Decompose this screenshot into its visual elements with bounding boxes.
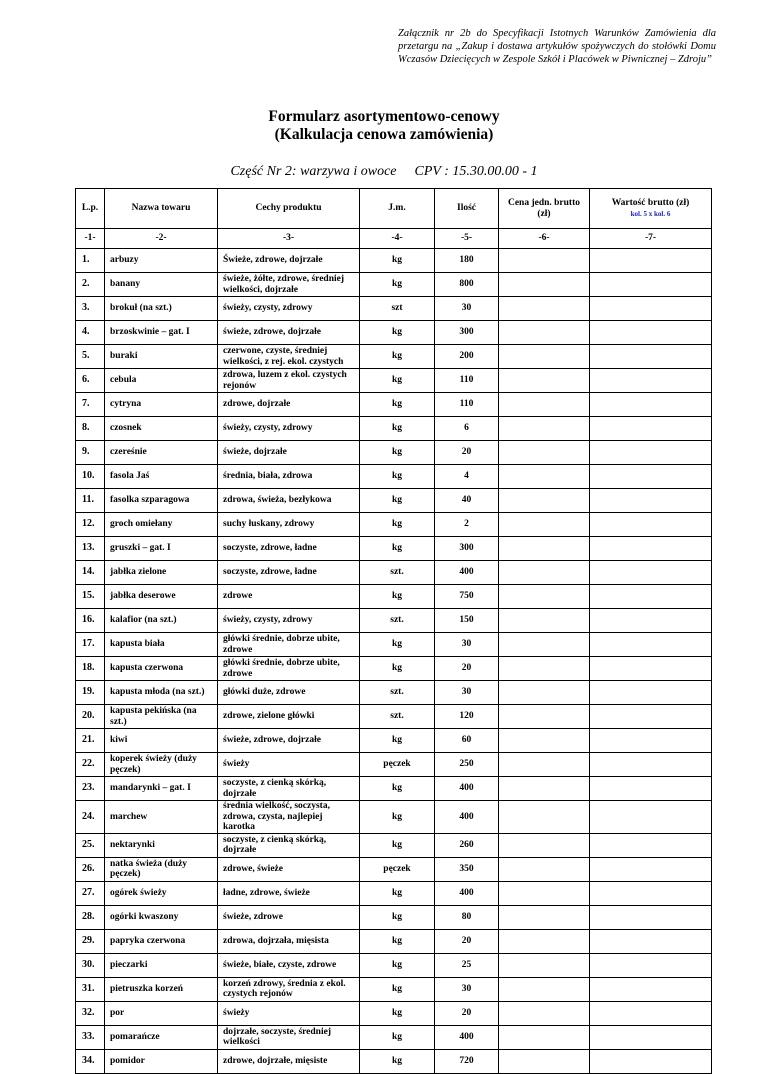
cell-unit-price[interactable] bbox=[499, 833, 590, 857]
cell-features: soczyste, zdrowe, ładne bbox=[218, 561, 360, 585]
table-row bbox=[76, 417, 712, 441]
cell-name: kapusta biała bbox=[105, 633, 218, 657]
table-row bbox=[76, 345, 712, 369]
cell-unit-price[interactable] bbox=[499, 1025, 590, 1049]
cell-unit: kg bbox=[360, 273, 435, 297]
header-features: Cechy produktu bbox=[218, 189, 360, 229]
cell-lp: 21. bbox=[76, 729, 105, 753]
cell-value[interactable] bbox=[590, 465, 712, 489]
col-num-3: -3- bbox=[218, 229, 360, 249]
cell-features: świeże, zdrowe bbox=[218, 905, 360, 929]
cell-value[interactable] bbox=[590, 777, 712, 801]
cell-value[interactable] bbox=[590, 369, 712, 393]
header-lp: L.p. bbox=[76, 189, 105, 229]
page-title: Formularz asortymentowo-cenowy bbox=[268, 108, 500, 125]
cell-lp: 29. bbox=[76, 929, 105, 953]
cell-unit-price[interactable] bbox=[499, 681, 590, 705]
cell-qty: 30 bbox=[435, 977, 499, 1001]
cell-value[interactable] bbox=[590, 561, 712, 585]
cell-unit-price[interactable] bbox=[499, 609, 590, 633]
cell-name: por bbox=[105, 1001, 218, 1025]
cell-value[interactable] bbox=[590, 753, 712, 777]
cell-lp: 18. bbox=[76, 657, 105, 681]
cell-name: koperek świeży (duży pęczek) bbox=[105, 753, 218, 777]
cell-lp: 27. bbox=[76, 881, 105, 905]
cell-lp: 32. bbox=[76, 1001, 105, 1025]
col-num-4: -4- bbox=[360, 229, 435, 249]
cell-name: groch omiełany bbox=[105, 513, 218, 537]
cell-value[interactable] bbox=[590, 321, 712, 345]
table-row bbox=[76, 881, 712, 905]
cell-unit: kg bbox=[360, 1049, 435, 1073]
cell-unit-price[interactable] bbox=[499, 801, 590, 834]
cell-value[interactable] bbox=[590, 833, 712, 857]
cell-unit-price[interactable] bbox=[499, 953, 590, 977]
cell-value[interactable] bbox=[590, 585, 712, 609]
column-number-row bbox=[76, 229, 712, 249]
cell-features: główki duże, zdrowe bbox=[218, 681, 360, 705]
page-subtitle: (Kalkulacja cenowa zamówienia) bbox=[274, 126, 494, 143]
cell-unit: pęczek bbox=[360, 753, 435, 777]
cell-unit-price[interactable] bbox=[499, 881, 590, 905]
cell-unit: kg bbox=[360, 833, 435, 857]
table-row bbox=[76, 513, 712, 537]
cell-features: zdrowa, dojrzała, mięsista bbox=[218, 929, 360, 953]
table-row bbox=[76, 657, 712, 681]
cell-unit-price[interactable] bbox=[499, 513, 590, 537]
header-qty: Ilość bbox=[435, 189, 499, 229]
cell-features: świeże, zdrowe, dojrzałe bbox=[218, 321, 360, 345]
cell-features: świeży, czysty, zdrowy bbox=[218, 417, 360, 441]
cell-features: świeże, żółte, zdrowe, średniej wielkości, dojrzałe bbox=[218, 273, 360, 297]
cell-value[interactable] bbox=[590, 537, 712, 561]
table-row bbox=[76, 633, 712, 657]
table-row bbox=[76, 585, 712, 609]
cell-unit: kg bbox=[360, 321, 435, 345]
cell-unit-price[interactable] bbox=[499, 489, 590, 513]
col-num-1: -1- bbox=[76, 229, 105, 249]
cell-unit-price[interactable] bbox=[499, 393, 590, 417]
cell-unit: kg bbox=[360, 369, 435, 393]
cell-value[interactable] bbox=[590, 513, 712, 537]
table-row bbox=[76, 489, 712, 513]
cell-unit-price[interactable] bbox=[499, 905, 590, 929]
cell-name: buraki bbox=[105, 345, 218, 369]
cell-qty: 720 bbox=[435, 1049, 499, 1073]
cell-unit-price[interactable] bbox=[499, 977, 590, 1001]
cell-unit: kg bbox=[360, 249, 435, 273]
cell-features: korzeń zdrowy, średnia z ekol. czystych rejonów bbox=[218, 977, 360, 1001]
cell-unit-price[interactable] bbox=[499, 537, 590, 561]
cell-name: marchew bbox=[105, 801, 218, 834]
cell-lp: 9. bbox=[76, 441, 105, 465]
cell-value[interactable] bbox=[590, 1025, 712, 1049]
annex-note: Załącznik nr 2b do Specyfikacji Istotnych Warunków Zamówienia dla przetargu na „Zakup i dostawa artykułów spożywczych do stołówki Domu Wczasów Dziecięcych w Zespole Szkół i Placówek w Piwnicznej – Zdroju” bbox=[398, 28, 716, 65]
table-row bbox=[76, 905, 712, 929]
table-row bbox=[76, 441, 712, 465]
cell-qty: 20 bbox=[435, 929, 499, 953]
table-row bbox=[76, 929, 712, 953]
table-row bbox=[76, 273, 712, 297]
cell-unit: pęczek bbox=[360, 857, 435, 881]
cell-value[interactable] bbox=[590, 977, 712, 1001]
cpv-code: CPV : 15.30.00.00 - 1 bbox=[414, 164, 538, 179]
header-value-note: kol. 5 x kol. 6 bbox=[630, 210, 671, 218]
cell-features: suchy łuskany, zdrowy bbox=[218, 513, 360, 537]
cell-lp: 1. bbox=[76, 249, 105, 273]
cell-qty: 260 bbox=[435, 833, 499, 857]
cell-features: zdrowe, dojrzałe bbox=[218, 393, 360, 417]
cell-value[interactable] bbox=[590, 857, 712, 881]
cell-qty: 20 bbox=[435, 441, 499, 465]
cell-features: świeże, dojrzałe bbox=[218, 441, 360, 465]
cell-lp: 11. bbox=[76, 489, 105, 513]
table-row bbox=[76, 705, 712, 729]
cell-features: świeży, czysty, zdrowy bbox=[218, 297, 360, 321]
header-unit-price: Cena jedn. brutto (zł) bbox=[499, 189, 590, 229]
cell-unit-price[interactable] bbox=[499, 561, 590, 585]
cell-lp: 33. bbox=[76, 1025, 105, 1049]
cell-qty: 30 bbox=[435, 633, 499, 657]
cell-features: główki średnie, dobrze ubite, zdrowe bbox=[218, 633, 360, 657]
cell-unit-price[interactable] bbox=[499, 1001, 590, 1025]
cell-features: zdrowe, świeże bbox=[218, 857, 360, 881]
cell-lp: 13. bbox=[76, 537, 105, 561]
cell-unit-price[interactable] bbox=[499, 1049, 590, 1073]
cell-lp: 16. bbox=[76, 609, 105, 633]
cell-qty: 25 bbox=[435, 953, 499, 977]
cell-unit: kg bbox=[360, 905, 435, 929]
cell-unit: kg bbox=[360, 513, 435, 537]
part-label: Część Nr 2: warzywa i owoce bbox=[230, 164, 397, 179]
table-row bbox=[76, 729, 712, 753]
cell-qty: 150 bbox=[435, 609, 499, 633]
cell-unit: kg bbox=[360, 345, 435, 369]
cell-unit-price[interactable] bbox=[499, 345, 590, 369]
header-unit: J.m. bbox=[360, 189, 435, 229]
table-row bbox=[76, 321, 712, 345]
cell-lp: 10. bbox=[76, 465, 105, 489]
table-row bbox=[76, 801, 712, 834]
table-body bbox=[76, 249, 712, 1074]
cell-value[interactable] bbox=[590, 297, 712, 321]
cell-name: pietruszka korzeń bbox=[105, 977, 218, 1001]
cell-lp: 30. bbox=[76, 953, 105, 977]
cell-lp: 14. bbox=[76, 561, 105, 585]
cell-name: ogórek świeży bbox=[105, 881, 218, 905]
cell-unit: kg bbox=[360, 1001, 435, 1025]
cell-features: soczyste, zdrowe, ładne bbox=[218, 537, 360, 561]
col-num-5: -5- bbox=[435, 229, 499, 249]
cell-value[interactable] bbox=[590, 1001, 712, 1025]
cell-unit: szt bbox=[360, 297, 435, 321]
cell-qty: 400 bbox=[435, 777, 499, 801]
cell-name: pomidor bbox=[105, 1049, 218, 1073]
cell-unit: kg bbox=[360, 657, 435, 681]
cell-value[interactable] bbox=[590, 953, 712, 977]
cell-value[interactable] bbox=[590, 489, 712, 513]
cell-unit: kg bbox=[360, 953, 435, 977]
cell-name: czosnek bbox=[105, 417, 218, 441]
cell-unit: kg bbox=[360, 801, 435, 834]
header-value-label: Wartość brutto (zł) bbox=[611, 197, 690, 208]
cell-unit-price[interactable] bbox=[499, 777, 590, 801]
cell-name: pomarańcze bbox=[105, 1025, 218, 1049]
col-num-7: -7- bbox=[590, 229, 712, 249]
cell-qty: 20 bbox=[435, 1001, 499, 1025]
cell-unit-price[interactable] bbox=[499, 633, 590, 657]
cell-lp: 4. bbox=[76, 321, 105, 345]
table-row bbox=[76, 953, 712, 977]
cell-features: ładne, zdrowe, świeże bbox=[218, 881, 360, 905]
cell-qty: 300 bbox=[435, 321, 499, 345]
cell-name: kapusta czerwona bbox=[105, 657, 218, 681]
table-row bbox=[76, 297, 712, 321]
cell-qty: 6 bbox=[435, 417, 499, 441]
cell-qty: 40 bbox=[435, 489, 499, 513]
cell-lp: 2. bbox=[76, 273, 105, 297]
cell-unit-price[interactable] bbox=[499, 857, 590, 881]
cell-lp: 15. bbox=[76, 585, 105, 609]
cell-unit: kg bbox=[360, 585, 435, 609]
table-row bbox=[76, 249, 712, 273]
cell-name: kalafior (na szt.) bbox=[105, 609, 218, 633]
cell-value[interactable] bbox=[590, 609, 712, 633]
cell-unit: kg bbox=[360, 777, 435, 801]
cell-value[interactable] bbox=[590, 393, 712, 417]
cell-lp: 19. bbox=[76, 681, 105, 705]
cell-name: czereśnie bbox=[105, 441, 218, 465]
cell-name: pieczarki bbox=[105, 953, 218, 977]
cell-qty: 400 bbox=[435, 881, 499, 905]
cell-qty: 80 bbox=[435, 905, 499, 929]
cell-value[interactable] bbox=[590, 881, 712, 905]
cell-features: zdrowe, zielone główki bbox=[218, 705, 360, 729]
cell-features: Świeże, zdrowe, dojrzałe bbox=[218, 249, 360, 273]
table-row bbox=[76, 393, 712, 417]
cell-lp: 17. bbox=[76, 633, 105, 657]
cell-unit: szt. bbox=[360, 705, 435, 729]
cell-unit: kg bbox=[360, 729, 435, 753]
cell-features: zdrowe bbox=[218, 585, 360, 609]
cell-qty: 2 bbox=[435, 513, 499, 537]
cell-lp: 23. bbox=[76, 777, 105, 801]
cell-qty: 30 bbox=[435, 681, 499, 705]
cell-qty: 4 bbox=[435, 465, 499, 489]
header-name: Nazwa towaru bbox=[105, 189, 218, 229]
cell-features: zdrowa, świeża, bezłykowa bbox=[218, 489, 360, 513]
cell-name: kiwi bbox=[105, 729, 218, 753]
table-row bbox=[76, 977, 712, 1001]
cell-lp: 28. bbox=[76, 905, 105, 929]
table-row bbox=[76, 465, 712, 489]
cell-lp: 26. bbox=[76, 857, 105, 881]
cell-unit: szt. bbox=[360, 561, 435, 585]
cell-features: świeży bbox=[218, 753, 360, 777]
cell-unit: kg bbox=[360, 1025, 435, 1049]
cell-qty: 250 bbox=[435, 753, 499, 777]
cell-lp: 12. bbox=[76, 513, 105, 537]
cell-lp: 3. bbox=[76, 297, 105, 321]
cell-unit-price[interactable] bbox=[499, 297, 590, 321]
cell-qty: 30 bbox=[435, 297, 499, 321]
cell-name: nektarynki bbox=[105, 833, 218, 857]
cell-features: soczyste, z cienką skórką, dojrzałe bbox=[218, 833, 360, 857]
cell-name: fasola Jaś bbox=[105, 465, 218, 489]
cell-lp: 24. bbox=[76, 801, 105, 834]
cell-features: czerwone, czyste, średniej wielkości, z rej. ekol. czystych bbox=[218, 345, 360, 369]
cell-unit: kg bbox=[360, 977, 435, 1001]
cell-value[interactable] bbox=[590, 441, 712, 465]
cell-unit: kg bbox=[360, 881, 435, 905]
cell-lp: 7. bbox=[76, 393, 105, 417]
cell-unit: kg bbox=[360, 465, 435, 489]
cell-unit-price[interactable] bbox=[499, 249, 590, 273]
cell-unit-price[interactable] bbox=[499, 585, 590, 609]
cell-qty: 200 bbox=[435, 345, 499, 369]
cell-qty: 400 bbox=[435, 561, 499, 585]
table-row bbox=[76, 537, 712, 561]
cell-qty: 20 bbox=[435, 657, 499, 681]
cell-qty: 180 bbox=[435, 249, 499, 273]
cell-value[interactable] bbox=[590, 705, 712, 729]
table-row bbox=[76, 1001, 712, 1025]
header-value bbox=[590, 189, 712, 229]
cell-name: kapusta młoda (na szt.) bbox=[105, 681, 218, 705]
cell-name: fasolka szparagowa bbox=[105, 489, 218, 513]
cell-name: brokuł (na szt.) bbox=[105, 297, 218, 321]
cell-features: średnia wielkość, soczysta, zdrowa, czysta, najlepiej karotka bbox=[218, 801, 360, 834]
cell-features: świeży bbox=[218, 1001, 360, 1025]
cell-unit-price[interactable] bbox=[499, 705, 590, 729]
cell-unit-price[interactable] bbox=[499, 929, 590, 953]
cell-qty: 120 bbox=[435, 705, 499, 729]
table-row bbox=[76, 369, 712, 393]
table-row bbox=[76, 753, 712, 777]
cell-qty: 110 bbox=[435, 393, 499, 417]
table-row bbox=[76, 609, 712, 633]
cell-unit-price[interactable] bbox=[499, 441, 590, 465]
cell-qty: 750 bbox=[435, 585, 499, 609]
cell-features: świeże, zdrowe, dojrzałe bbox=[218, 729, 360, 753]
cell-qty: 400 bbox=[435, 801, 499, 834]
cell-value[interactable] bbox=[590, 633, 712, 657]
cell-name: jabłka deserowe bbox=[105, 585, 218, 609]
cell-unit: kg bbox=[360, 417, 435, 441]
cell-unit: szt. bbox=[360, 609, 435, 633]
cell-value[interactable] bbox=[590, 801, 712, 834]
cell-features: dojrzałe, soczyste, średniej wielkości bbox=[218, 1025, 360, 1049]
cell-unit: kg bbox=[360, 929, 435, 953]
cell-features: świeże, białe, czyste, zdrowe bbox=[218, 953, 360, 977]
table-row bbox=[76, 1049, 712, 1073]
cell-lp: 5. bbox=[76, 345, 105, 369]
cell-qty: 110 bbox=[435, 369, 499, 393]
cell-unit: kg bbox=[360, 537, 435, 561]
cell-value[interactable] bbox=[590, 249, 712, 273]
cell-features: główki średnie, dobrze ubite, zdrowe bbox=[218, 657, 360, 681]
cell-value[interactable] bbox=[590, 657, 712, 681]
table-row bbox=[76, 561, 712, 585]
col-num-6: -6- bbox=[499, 229, 590, 249]
cell-name: papryka czerwona bbox=[105, 929, 218, 953]
cell-name: arbuzy bbox=[105, 249, 218, 273]
cell-lp: 6. bbox=[76, 369, 105, 393]
cell-name: cebula bbox=[105, 369, 218, 393]
cell-name: banany bbox=[105, 273, 218, 297]
cell-lp: 25. bbox=[76, 833, 105, 857]
cell-qty: 60 bbox=[435, 729, 499, 753]
cell-value[interactable] bbox=[590, 345, 712, 369]
cell-features: świeży, czysty, zdrowy bbox=[218, 609, 360, 633]
cell-unit: kg bbox=[360, 489, 435, 513]
cell-unit-price[interactable] bbox=[499, 753, 590, 777]
cell-name: mandarynki – gat. I bbox=[105, 777, 218, 801]
cell-unit: kg bbox=[360, 441, 435, 465]
cell-features: soczyste, z cienką skórką, dojrzałe bbox=[218, 777, 360, 801]
cell-unit-price[interactable] bbox=[499, 465, 590, 489]
cell-name: kapusta pekińska (na szt.) bbox=[105, 705, 218, 729]
cell-value[interactable] bbox=[590, 417, 712, 441]
cell-value[interactable] bbox=[590, 929, 712, 953]
cell-unit: kg bbox=[360, 633, 435, 657]
header-row bbox=[76, 189, 712, 229]
table-row bbox=[76, 833, 712, 857]
cell-unit-price[interactable] bbox=[499, 321, 590, 345]
cell-features: zdrowa, luzem z ekol. czystych rejonów bbox=[218, 369, 360, 393]
cell-value[interactable] bbox=[590, 681, 712, 705]
cell-name: jabłka zielone bbox=[105, 561, 218, 585]
price-table bbox=[75, 188, 712, 1074]
cell-value[interactable] bbox=[590, 1049, 712, 1073]
cell-unit: kg bbox=[360, 393, 435, 417]
cell-value[interactable] bbox=[590, 273, 712, 297]
cell-value[interactable] bbox=[590, 729, 712, 753]
cell-unit-price[interactable] bbox=[499, 369, 590, 393]
col-num-2: -2- bbox=[105, 229, 218, 249]
cell-name: natka świeża (duży pęczek) bbox=[105, 857, 218, 881]
cell-unit: szt. bbox=[360, 681, 435, 705]
table-row bbox=[76, 777, 712, 801]
cell-qty: 350 bbox=[435, 857, 499, 881]
cell-qty: 800 bbox=[435, 273, 499, 297]
cell-qty: 400 bbox=[435, 1025, 499, 1049]
cell-lp: 20. bbox=[76, 705, 105, 729]
table-row bbox=[76, 1025, 712, 1049]
cell-features: średnia, biała, zdrowa bbox=[218, 465, 360, 489]
cell-lp: 22. bbox=[76, 753, 105, 777]
cell-unit-price[interactable] bbox=[499, 657, 590, 681]
cell-name: gruszki – gat. I bbox=[105, 537, 218, 561]
table-row bbox=[76, 681, 712, 705]
cell-unit-price[interactable] bbox=[499, 417, 590, 441]
cell-name: cytryna bbox=[105, 393, 218, 417]
table-row bbox=[76, 857, 712, 881]
cell-name: brzoskwinie – gat. I bbox=[105, 321, 218, 345]
cell-value[interactable] bbox=[590, 905, 712, 929]
cell-name: ogórki kwaszony bbox=[105, 905, 218, 929]
cell-unit-price[interactable] bbox=[499, 273, 590, 297]
cell-lp: 8. bbox=[76, 417, 105, 441]
cell-unit-price[interactable] bbox=[499, 729, 590, 753]
cell-qty: 300 bbox=[435, 537, 499, 561]
cell-lp: 31. bbox=[76, 977, 105, 1001]
part-heading bbox=[0, 164, 768, 180]
cell-features: zdrowe, dojrzałe, mięsiste bbox=[218, 1049, 360, 1073]
cell-lp: 34. bbox=[76, 1049, 105, 1073]
